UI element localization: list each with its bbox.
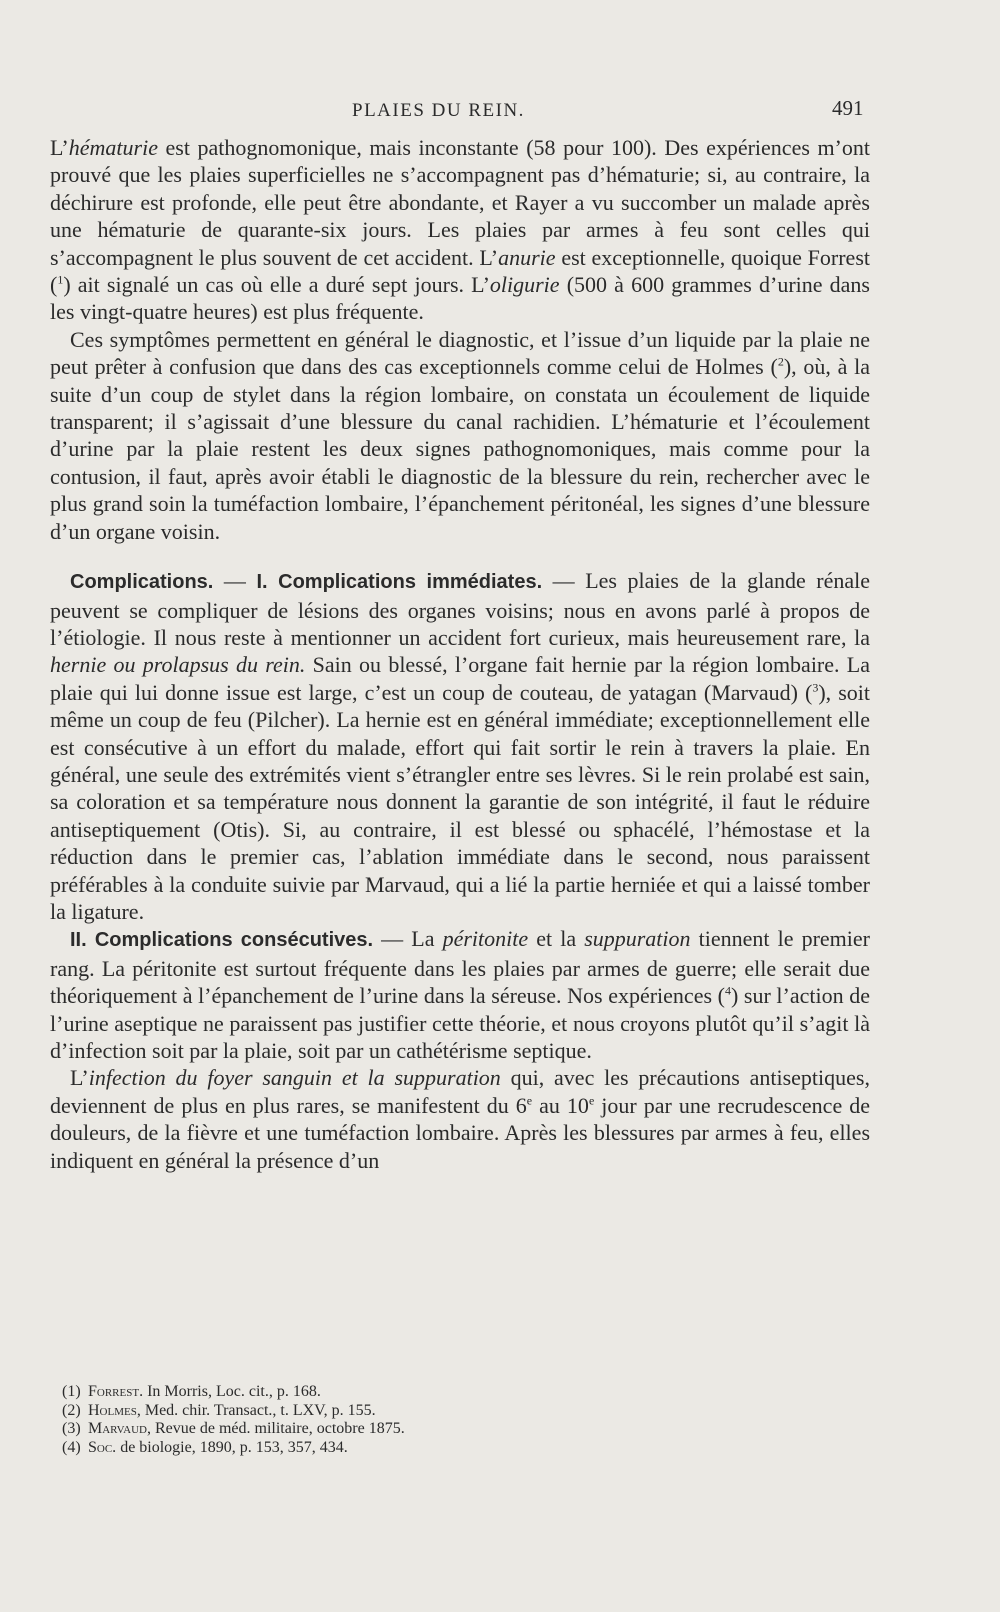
italic-term: hématurie	[68, 135, 158, 160]
italic-term: oligurie	[489, 272, 560, 298]
footnote-mark: (1)	[62, 1383, 81, 1400]
text-run: ) sur l’action de l’urine aseptique ne paraissent pas justifier cette théorie, et nous croyons plutôt qu’il s’agit là d’infection soit par la plaie, soit par un cathétérisme septique.	[50, 983, 870, 1063]
footnote-ref: 1	[57, 272, 64, 287]
text-run: L’	[70, 1065, 89, 1091]
paragraph-diagnostic	[50, 326, 870, 545]
paragraph-complications-consecutives	[50, 925, 870, 1064]
running-head: PLAIES DU REIN.	[352, 100, 525, 121]
text-run: — Les plaies de la glande rénale peuvent se compliquer de lésions des organes voisins; nous en avons parlé à propos de l’étiologie. Il nous reste à mentionner un accident fort curieux, mais heureusement rare, la	[50, 568, 870, 650]
text-run: ) ait signalé un cas où elle a duré sept jours. L’	[63, 272, 490, 298]
section-heading: Complications.	[70, 571, 214, 594]
footnote-mark: (2)	[62, 1401, 81, 1419]
paragraph-infection	[50, 1064, 870, 1174]
footnotes	[62, 1383, 782, 1457]
italic-term: hernie ou prolapsus du rein.	[50, 652, 306, 678]
footnote-author: Soc.	[88, 1438, 117, 1456]
text-run: est exceptionnelle, quoique Forrest (	[50, 244, 870, 298]
page-number: 491	[832, 96, 864, 120]
ordinal-suffix: e	[526, 1093, 533, 1108]
section-gap	[50, 545, 870, 567]
footnote	[62, 1383, 782, 1402]
text-run: L’	[50, 135, 69, 160]
text-run: (500 à 600 grammes d’urine dans les vingt-quatre heures) est plus fréquente.	[50, 272, 870, 325]
footnote-ref: 2	[777, 354, 784, 369]
footnote	[62, 1420, 782, 1439]
footnote-mark: (3)	[62, 1420, 81, 1437]
italic-term: péritonite	[442, 926, 529, 952]
text-run: Ces symptômes permettent en général le diagnostic, et l’issue d’un liquide par la plaie ne peut prêter à confusion que dans des cas exceptionnels comme celui de Holmes (	[50, 326, 870, 380]
footnote-text: In Morris, Loc. cit., p. 168.	[143, 1383, 321, 1400]
text-run: ), soit même un coup de feu (Pilcher). La hernie est en général immédiate; exceptionnellement elle est consécutive à un effort du malade, effort qui fait sortir le rein à travers la plaie. En général, une seule des extrémités vient s’étrangler entre ses lèvres. Si le rein prolabé est sain, sa coloration et sa température nous donnent la garantie de son intégrité, il faut le réduire antiseptiquement (Otis). Si, au contraire, il est blessé ou sphacélé, l’hémostase et la réduction dans le premier cas, l’ablation immédiate dans le second, nous paraissent préférables à la conduite suivie par Marvaud, qui a lié la partie herniée et qui a laissé tomber la ligature.	[50, 679, 870, 924]
footnote-author: Holmes,	[88, 1401, 141, 1419]
italic-term: infection du foyer sanguin et la suppuration	[88, 1065, 501, 1091]
subsection-heading: II. Complications consécutives.	[70, 929, 374, 952]
text-run: jour par une recrudescence de douleurs, de la fièvre et une tuméfaction lombaire. Après les blessures par armes à feu, elles indiquent en général la présence d’un	[50, 1092, 870, 1173]
text-run: au 10	[532, 1092, 589, 1118]
paragraph-hematurie	[50, 134, 870, 326]
footnote	[62, 1402, 782, 1421]
text-run: est pathognomonique, mais inconstante (58 pour 100). Des expériences m’ont prouvé que les plaies superficielles ne s’accompagnent pas d’hématurie; si, au contraire, la déchirure est profonde, elle peut être abondante, et Rayer a vu succomber un malade après une hématurie de quarante-six jours. Les plaies par armes à feu sont celles qui s’accompagnent le plus souvent de cet accident. L’	[50, 135, 870, 270]
subsection-heading: I. Complications immédiates.	[256, 571, 543, 594]
footnote-mark: (4)	[62, 1438, 81, 1456]
ordinal-suffix: e	[588, 1093, 595, 1108]
footnote-author: Forrest.	[88, 1383, 144, 1400]
footnote-ref: 4	[724, 983, 731, 998]
footnote-text: Revue de méd. militaire, octobre 1875.	[150, 1420, 405, 1437]
footnote	[62, 1439, 782, 1458]
text-run: tiennent le premier rang. La péritonite est surtout fréquente dans les plaies par armes de guerre; elle serait due théoriquement à l’épanchement de l’urine dans la séreuse. Nos expériences (	[50, 926, 870, 1009]
text-run: qui, avec les précautions antiseptiques, deviennent de plus en plus rares, se manifestent du 6	[50, 1065, 870, 1118]
text-run: — La	[373, 926, 443, 952]
body-text	[50, 134, 870, 1174]
paragraph-complications-immediates	[50, 567, 870, 925]
text-run: —	[213, 568, 257, 594]
text-run: Sain ou blessé, l’organe fait hernie par la région lombaire. La plaie qui lui donne issue est large, c’est un coup de couteau, de yatagan (Marvaud) (	[50, 652, 870, 705]
footnote-text: Med. chir. Transact., t. LXV, p. 155.	[140, 1401, 376, 1419]
footnote-ref: 3	[812, 680, 819, 695]
italic-term: anurie	[498, 244, 556, 270]
footnote-text: de biologie, 1890, p. 153, 357, 434.	[116, 1438, 348, 1456]
italic-term: suppuration	[584, 926, 691, 952]
page-header	[0, 96, 1000, 126]
text-run: et la	[528, 926, 585, 952]
text-run: ), où, à la suite d’un coup de stylet dans la région lombaire, on constata un écoulement de liquide transparent; il s’agissait d’une blessure du canal rachidien. L’hématurie et l’écoulement d’urine par la plaie restent les deux signes pathognomoniques, mais comme pour la contusion, il faut, après avoir établi le diagnostic de la blessure du rein, rechercher avec le plus grand soin la tuméfaction lombaire, l’épanchement péritonéal, les signes d’une blessure d’un organe voisin.	[50, 354, 870, 544]
footnote-author: Marvaud,	[88, 1420, 151, 1437]
